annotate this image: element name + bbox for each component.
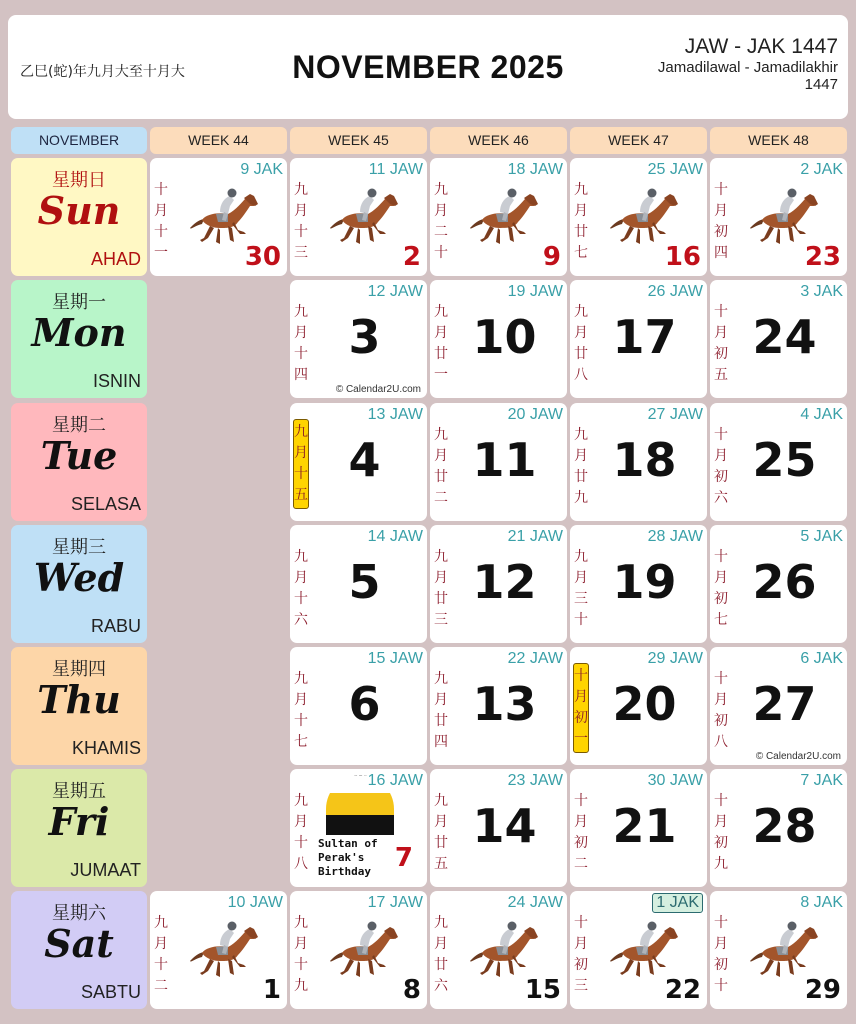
day-label-monday: [11, 280, 147, 398]
hijri-date: 5 JAK: [800, 528, 843, 545]
horse-racing-icon: [328, 184, 400, 250]
hijri-date: 18 JAW: [507, 161, 563, 178]
date-cell-nov-13[interactable]: [430, 647, 567, 765]
day-zh: 星期六: [52, 903, 106, 924]
lunar-date: 九月廿九: [574, 427, 588, 506]
hijri-date: 16 JAW: [367, 772, 423, 789]
hijri-date: 24 JAW: [507, 894, 563, 911]
day-number: 26: [752, 555, 817, 609]
day-number: 2: [402, 242, 421, 272]
day-number: 14: [472, 799, 537, 853]
hijri-date: 3 JAK: [800, 283, 843, 300]
month-label: NOVEMBER: [11, 127, 147, 154]
hijri-date: 21 JAW: [507, 528, 563, 545]
date-cell-nov-20[interactable]: [570, 647, 707, 765]
hijri-date: 27 JAW: [647, 406, 703, 423]
event-line: Perak's: [318, 851, 365, 864]
hijri-date: 12 JAW: [367, 283, 423, 300]
lunar-date: 九月十八: [294, 793, 308, 872]
lunar-date: 九月十七: [294, 671, 308, 750]
day-label-saturday: [11, 891, 147, 1009]
horse-racing-icon: [748, 917, 820, 983]
day-label-wednesday: [11, 525, 147, 643]
lunar-date: 十月初八: [714, 671, 728, 750]
day-number: 29: [804, 975, 841, 1005]
week-header-44: WEEK 44: [150, 127, 287, 154]
day-ms: SABTU: [80, 982, 141, 1002]
hijri-date: 28 JAW: [647, 528, 703, 545]
hijri-date: 17 JAW: [367, 894, 423, 911]
date-cell-nov-7[interactable]: [290, 769, 427, 887]
lunar-date: 九月十二: [154, 915, 168, 994]
lunar-date: 十月初五: [714, 304, 728, 383]
day-number: 16: [664, 242, 701, 272]
day-zh: 星期日: [52, 170, 106, 191]
watermark: © Calendar2U.com: [755, 751, 841, 762]
hijri-code: JAW - JAK 1447: [684, 35, 838, 58]
lunar-date: 九月廿三: [434, 549, 448, 628]
day-zh: 星期五: [52, 781, 106, 802]
day-en: Tue: [40, 433, 118, 478]
day-ms: ISNIN: [92, 371, 141, 391]
day-en: Wed: [33, 555, 125, 600]
day-number: 5: [348, 555, 381, 609]
date-cell-nov-22[interactable]: [570, 891, 707, 1009]
date-cell-nov-9[interactable]: [430, 158, 567, 276]
hijri-date: 10 JAW: [227, 894, 283, 911]
date-cell-oct-30[interactable]: [150, 158, 287, 276]
calendar-header: [8, 15, 848, 119]
date-cell-nov-2[interactable]: [290, 158, 427, 276]
horse-racing-icon: [328, 917, 400, 983]
day-number: 17: [612, 310, 677, 364]
date-cell-nov-8[interactable]: [290, 891, 427, 1009]
day-number: 13: [472, 677, 537, 731]
lunar-date: 十月初九: [714, 793, 728, 872]
hijri-name-line1: Jamadilawal - Jamadilakhir: [657, 59, 838, 76]
week-header-48: WEEK 48: [710, 127, 847, 154]
day-en: Mon: [31, 310, 127, 355]
day-label-tuesday: [11, 403, 147, 521]
date-cell-nov-6[interactable]: [290, 647, 427, 765]
lunar-date: 十月初四: [714, 182, 728, 261]
hijri-date: 15 JAW: [367, 650, 423, 667]
week-header-47: WEEK 47: [570, 127, 707, 154]
chinese-lunar-year: 乙巳(蛇)年九月大至十月大: [20, 64, 185, 80]
day-label-sunday: [11, 158, 147, 276]
hijri-date: 11 JAW: [368, 161, 423, 178]
date-cell-nov-17[interactable]: [570, 280, 707, 398]
lunar-date: 九月廿五: [434, 793, 448, 872]
day-ms: RABU: [90, 616, 141, 636]
hijri-date: 2 JAK: [800, 161, 843, 178]
date-cell-nov-1[interactable]: [150, 891, 287, 1009]
day-number: 7: [394, 843, 413, 873]
lunar-date: 九月廿七: [574, 182, 588, 261]
day-en: Sat: [44, 921, 114, 966]
lunar-date: 九月十六: [294, 549, 308, 628]
lunar-date: 九月廿四: [434, 671, 448, 750]
holiday-event-label: [318, 837, 378, 879]
lunar-date: 九月三十: [574, 549, 588, 628]
day-zh: 星期二: [52, 415, 106, 436]
lunar-date: 十月初二: [574, 793, 588, 872]
day-ms: KHAMIS: [71, 738, 141, 758]
hijri-name-line2: 1447: [804, 76, 838, 93]
day-number: 11: [472, 433, 537, 487]
hijri-date: 22 JAW: [507, 650, 563, 667]
hijri-date: 20 JAW: [507, 406, 563, 423]
day-number: 6: [348, 677, 381, 731]
day-number: 10: [472, 310, 537, 364]
horse-racing-icon: [468, 917, 540, 983]
date-cell-nov-4[interactable]: [290, 403, 427, 521]
day-number: 20: [612, 677, 677, 731]
date-cell-nov-26[interactable]: [710, 525, 847, 643]
lunar-date: 九月十四: [294, 304, 308, 383]
horse-racing-icon: [468, 184, 540, 250]
day-ms: AHAD: [90, 249, 141, 269]
day-number: 18: [612, 433, 677, 487]
hijri-date: 30 JAW: [647, 772, 703, 789]
hijri-date: 23 JAW: [507, 772, 563, 789]
hijri-date: 6 JAK: [800, 650, 843, 667]
page-title: NOVEMBER 2025: [292, 49, 564, 85]
day-zh: 星期四: [52, 659, 106, 680]
hijri-date: 7 JAK: [800, 772, 843, 789]
day-ms: SELASA: [70, 494, 141, 514]
lunar-date-highlighted: 九月十五: [293, 419, 309, 509]
day-label-friday: [11, 769, 147, 887]
day-label-thursday: [11, 647, 147, 765]
date-cell-nov-11[interactable]: [430, 403, 567, 521]
hijri-date: 13 JAW: [367, 406, 423, 423]
day-en: Thu: [37, 677, 121, 722]
day-number: 25: [752, 433, 817, 487]
day-zh: 星期三: [52, 537, 106, 558]
date-cell-nov-27[interactable]: [710, 647, 847, 765]
lunar-date: 九月廿八: [574, 304, 588, 383]
date-cell-nov-16[interactable]: [570, 158, 707, 276]
day-number: 30: [244, 242, 281, 272]
event-line: Birthday: [318, 865, 371, 878]
hijri-date: 29 JAW: [647, 650, 703, 667]
lunar-date: 九月十九: [294, 915, 308, 994]
date-cell-nov-3[interactable]: [290, 280, 427, 398]
lunar-date: 十月初十: [714, 915, 728, 994]
date-cell-nov-18[interactable]: [570, 403, 707, 521]
date-cell-nov-19[interactable]: [570, 525, 707, 643]
hijri-date: 4 JAK: [800, 406, 843, 423]
day-en: Fri: [48, 799, 110, 844]
date-cell-nov-12[interactable]: [430, 525, 567, 643]
lunar-date: 十月初三: [574, 915, 588, 994]
lunar-date: 十月十一: [154, 182, 168, 261]
day-number: 8: [402, 975, 421, 1005]
date-cell-nov-28[interactable]: [710, 769, 847, 887]
hijri-date: 25 JAW: [647, 161, 703, 178]
horse-racing-icon: [608, 917, 680, 983]
day-number: 15: [524, 975, 561, 1005]
week-header-46: WEEK 46: [430, 127, 567, 154]
horse-racing-icon: [748, 184, 820, 250]
lunar-date: 十月初六: [714, 427, 728, 506]
date-cell-nov-29[interactable]: [710, 891, 847, 1009]
day-ms: JUMAAT: [70, 860, 141, 880]
day-number: 12: [472, 555, 537, 609]
day-number: 23: [804, 242, 841, 272]
date-cell-nov-15[interactable]: [430, 891, 567, 1009]
lunar-date: 九月廿一: [434, 304, 448, 383]
date-cell-nov-14[interactable]: [430, 769, 567, 887]
hijri-month-info: [658, 35, 838, 93]
hijri-date: 8 JAK: [800, 894, 843, 911]
day-number: 22: [664, 975, 701, 1005]
horse-racing-icon: [188, 184, 260, 250]
hijri-date-new-month: 1 JAK: [652, 893, 703, 913]
lunar-date: 九月二十: [434, 182, 448, 261]
event-line: Sultan of: [318, 837, 378, 850]
hijri-date: 19 JAW: [507, 283, 563, 300]
hijri-date: 14 JAW: [367, 528, 423, 545]
day-number: 21: [612, 799, 677, 853]
horse-racing-icon: [608, 184, 680, 250]
day-number: 4: [348, 433, 381, 487]
horse-racing-icon: [188, 917, 260, 983]
day-number: 1: [262, 975, 281, 1005]
hijri-date: 9 JAK: [240, 161, 283, 178]
day-number: 27: [752, 677, 817, 731]
day-en: Sun: [37, 188, 121, 233]
lunar-date: 九月十三: [294, 182, 308, 261]
week-header-45: WEEK 45: [290, 127, 427, 154]
date-cell-nov-5[interactable]: [290, 525, 427, 643]
day-number: 28: [752, 799, 817, 853]
hijri-date: 26 JAW: [647, 283, 703, 300]
date-cell-nov-21[interactable]: [570, 769, 707, 887]
watermark: © Calendar2U.com: [335, 384, 421, 395]
date-cell-nov-24[interactable]: [710, 280, 847, 398]
day-number: 24: [752, 310, 817, 364]
lunar-date-highlighted: 十月初一: [573, 663, 589, 753]
day-number: 3: [348, 310, 381, 364]
date-cell-nov-10[interactable]: [430, 280, 567, 398]
lunar-date: 九月廿六: [434, 915, 448, 994]
date-cell-nov-25[interactable]: [710, 403, 847, 521]
lunar-date: 十月初七: [714, 549, 728, 628]
day-number: 19: [612, 555, 677, 609]
day-number: 9: [542, 242, 561, 272]
day-zh: 星期一: [52, 292, 106, 313]
date-cell-nov-23[interactable]: [710, 158, 847, 276]
lunar-date: 九月廿二: [434, 427, 448, 506]
